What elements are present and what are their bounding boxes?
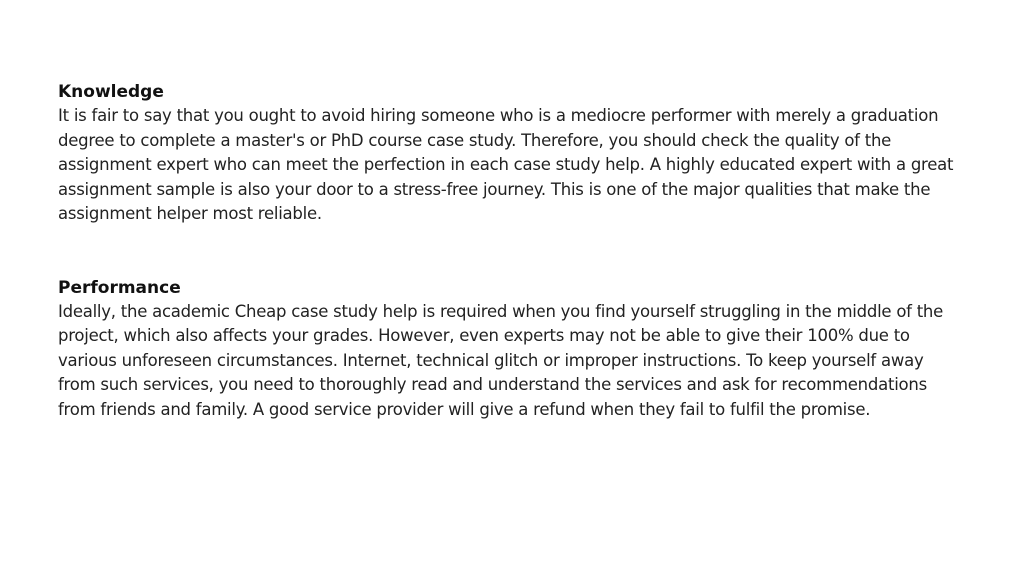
section-body-knowledge: It is fair to say that you ought to avoid hiring someone who is a mediocre performer with merely a graduation degree to complete a master's or PhD course case study. Therefore, you should check the quality of the assignment expert who can meet the perfection in each case study help. A highly educated expert with a great assignment sample is also your door to a stress-free journey. This is one of the major qualities that make the assignment helper most reliable. xyxy=(58,106,954,223)
section-heading-knowledge: Knowledge xyxy=(58,82,164,102)
section-performance xyxy=(58,276,958,423)
section-knowledge xyxy=(58,80,958,227)
section-heading-performance: Performance xyxy=(58,277,181,298)
section-body-performance: Ideally, the academic Cheap case study help is required when you find yourself struggling in the middle of the project, which also affects your grades. However, even experts may not be able to give their 100% due to various unforeseen circumstances. Internet, technical glitch or improper instructions. To keep yourself away from such services, you need to thoroughly read and understand the services and ask for recommendations from friends and family. A good service provider will give a refund when they fail to fulfil the promise. xyxy=(58,301,944,419)
